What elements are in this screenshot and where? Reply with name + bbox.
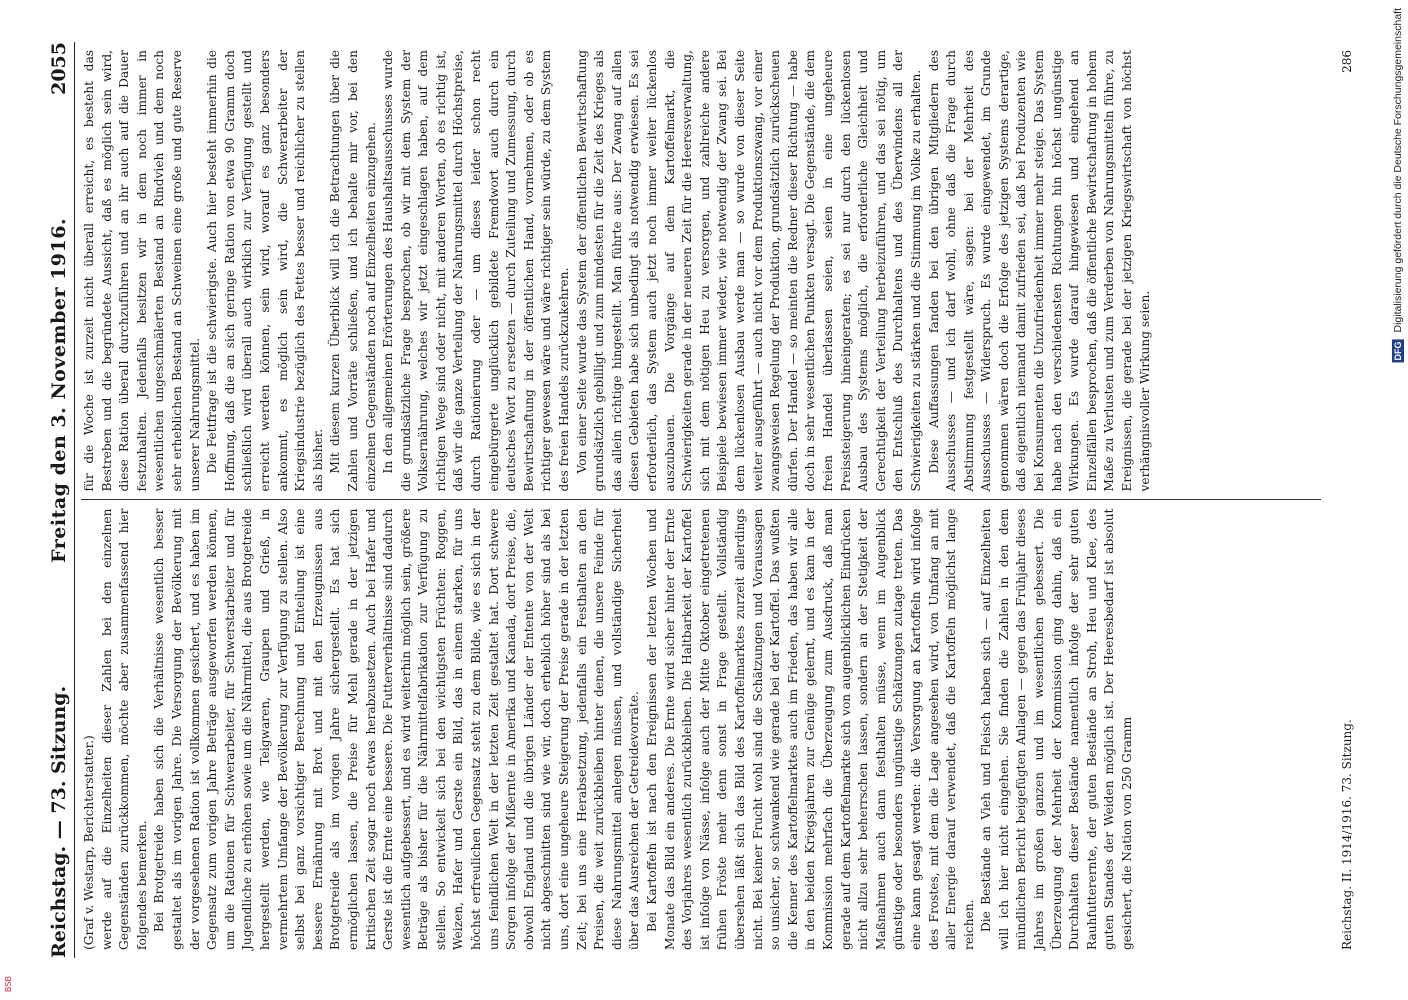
left-paragraph: Bei Kartoffeln ist nach den Ereignissen der letzten Wochen und Monate das Bild ein anderes. Die Ernte wird sicher hinter der Ernte des Vorjahres wesentlich zurückbleiben. Die Haltbarkeit der Kartoffel ist infolge von Nässe, infolge auch der Mitte Oktober eingetretenen frühen Fröste mehr denn sonst in Frage gestellt. Vollständig übersehen läßt sich das Bild des Kartoffelmarktes zurzeit allerdings nicht. Bei keiner Frucht wohl sind die Schätzungen und Voraussagen so unsicher, so schwankend wie gerade bei der Kartoffel. Das wußten die Kenner des Kartoffelmarktes auch im Frieden, das haben wir alle in den beiden Kriegsjahren zur Genüge gelernt, und es kam in der Kommission mehrfach die Überzeugung zum Ausdruck, daß man gerade auf dem Kartoffelmarkte sich von augenblicklichen Eindrücken nicht allzu sehr beherrschen lassen, sondern an der Stetigkeit der Maßnahmen auch dann festhalten müsse, wenn im Augenblick günstige oder besonders ungünstige Schätzungen zutage treten. Das eine kann gesagt werden: die Versorgung an Kartoffeln wird infolge des Frostes, mit dem die Lage angesehen wird, von Umfang an mit aller Energie darauf verwendet, daß die Kartoffeln möglichst lange reichen. — [645, 508, 976, 950]
page-header — [48, 42, 75, 958]
right-paragraph: Von einer Seite wurde das System der öffentlichen Bewirtschaftung grundsätzlich gebilligt und zum mindesten für die Zeit des Krieges als das allein richtige hingestellt. Man führte aus: Der Zwang auf allen diesen Gebieten habe sich unbedingt als notwendig erwiesen. Es sei erforderlich, das System auch jetzt noch immer weiter lückenlos auszubauen. Die Vorgänge auf dem Kartoffelmarkt, die Schwierigkeiten gerade in der neueren Zeit für die Heeresverwaltung, sich mit dem nötigen Heu zu versorgen, und zahlreiche andere Beispiele bewiesen immer wieder, wie notwendig der Zwang sei. Bei dem lückenlosen Ausbau werde man — so wurde von dieser Seite weiter ausgeführt — auch nicht vor dem Produktionszwang, vor einer zwangsweisen Regelung der Produktion, grundsätzlich zurückscheuen dürfen. Der Handel — so meinten die Redner dieser Richtung — habe doch in sehr wesentlichen Punkten versagt. Die Gegenstände, die dem freien Handel überlassen seien, seien in eine ungeheure Preissteigerung hineingeraten; es sei nur durch den lückenlosen Ausbau des Systems möglich, die erforderliche Gleichheit und Gerechtigkeit der Verteilung herbeizuführen, und das sei nötig, um den Entschluß des Durchhaltens und des Überwindens all der Schwierigkeiten zu stärken und die Stimmung im Volke zu erhalten. — [574, 50, 923, 492]
right-paragraph: Mit diesem kurzen Überblick will ich die Betrachtungen über die Zahlen und Vorräte schließen, und ich behalte mir vor, bei den einzelnen Gegenständen noch auf Einzelheiten einzugehen. — [328, 50, 378, 492]
header-date: Freitag den 3. November 1916. — [48, 217, 70, 563]
page-footer — [1340, 50, 1354, 950]
right-paragraph: für die Woche ist zurzeit nicht überall erreicht, es besteht das Bestreben und die begründete Aussicht, daß es möglich sein wird, diese Ration überall durchzuführen und an ihr auch auf die Dauer festzuhalten. Jedenfalls besitzen wir in dem noch immer in wesentlichen ungeschmälerten Bestand an Rindvieh und dem noch sehr erheblichen Bestand an Schweinen eine große und gute Reserve unserer Nahrungsmittel. — [82, 50, 202, 492]
bsb-mark: BSB — [4, 975, 13, 992]
left-paragraph: werde auf die Einzelheiten dieser Zahlen bei den einzelnen Gegenständen zurückkommen, möchte aber zusammenfassend hier folgendes bemerken. — [99, 508, 149, 950]
right-paragraph: Diese Auffassungen fanden bei den übrigen Mitgliedern des Ausschusses — und ich darf wohl, ohne daß die Frage durch Abstimmung festgestellt wäre, sagen: bei der Mehrheit des Ausschusses — Widerspruch. Es wurde eingewendet, im Grunde genommen wären doch die Erfolge des jetzigen Systems derartige, daß eigentlich niemand damit zufrieden sei, daß bei Produzenten wie bei Konsumenten die Unzufriedenheit immer mehr steige. Das System habe nach den verschiedensten Richtungen hin höchst ungünstige Wirkungen. Es wurde darauf hingewiesen und eingehend an Einzelfällen besprochen, daß die öffentliche Bewirtschaftung in hohem Maße zu Verlusten und zum Verderben von Nahrungsmitteln führe, zu Ereignissen, die gerade bei der jetzigen Kriegswirtschaft von höchst verhängnisvoller Wirkung seien. — [926, 50, 1152, 492]
right-column — [81, 42, 1321, 500]
document-page — [34, 20, 1374, 980]
left-column — [81, 500, 1321, 959]
footer-number: 286 — [1340, 50, 1354, 73]
digitization-note — [1392, 8, 1404, 362]
speaker-line: (Graf v. Westarp, Berichterstatter.) — [82, 735, 96, 950]
header-left: Reichstag. — 73. Sitzung. — [48, 685, 70, 958]
dfg-logo: DFG — [1393, 341, 1403, 361]
digitization-text: Digitalisierung gefördert durch die Deutsche Forschungsgemeinschaft — [1392, 8, 1404, 333]
right-paragraph: In den allgemeinen Erörterungen des Haushaltsausschusses wurde die grundsätzliche Frage besprochen, ob wir mit dem System der Volksernährung, welches wir jetzt eingeschlagen haben, auf dem richtigen Wege sind oder nicht, mit anderen Worten, ob es richtig ist, daß wir die ganze Verteilung der Nahrungsmittel durch Höchstpreise, durch Rationierung oder — um dieses leider schon recht eingebürgerte unglücklich gebildete Fremdwort auch durch ein deutsches Wort zu ersetzen — durch Zuteilung und Zumessung, durch Bewirtschaftung in der öffentlichen Hand, vornehmen, oder ob es richtiger gewesen wäre und wäre richtiger sein würde, zu dem System des freien Handels zurückzukehren. — [381, 50, 572, 492]
page-number: 2055 — [48, 42, 70, 95]
text-columns — [81, 42, 1321, 958]
left-paragraph: Die Bestände an Vieh und Fleisch haben sich — auf Einzelheiten will ich hier nicht eingehen. Sie finden die Zahlen in den dem mündlichen Bericht beigefügten Anlagen — gegen das Frühjahr dieses Jahres im großen ganzen und im wesentlichen gebessert. Die Überzeugung der Mehrheit der Kommission ging dahin, daß ein Durchhalten dieser Bestände namentlich infolge der sehr guten Rauhfutterernte, der guten Bestände an Stroh, Heu und Klee, des guten Standes der Weiden möglich ist. Der Heeresbedarf ist absolut gesichert, die Nation von 250 Gramm — [979, 508, 1135, 950]
footer-left: Reichstag. II. 1914/1916. 73. Sitzung. — [1340, 719, 1354, 950]
rotated-page — [34, 20, 1374, 980]
left-paragraph: Bei Brotgetreide haben sich die Verhältnisse wesentlich besser gestaltet als im vorigen Jahre. Die Versorgung der Bevölkerung mit der vorgesehenen Ration ist vollkommen gesichert, und es haben im Gegensatz zum vorigen Jahre Beträge ausgeworfen werden können, um die Rationen für Schwerarbeiter, für Schwerstarbeiter und für Jugendliche zu erhöhen sowie um die Nährmittel, die aus Brotgetreide hergestellt werden, wie Teigwaren, Graupen und Grieß, in vermehrtem Umfange der Bevölkerung zur Verfügung zu stellen. Also selbst bei ganz vorsichtiger Berechnung und Einteilung ist eine bessere Ernährung mit Brot und mit den Erzeugnissen aus Brotgetreide als im vorigen Jahre sichergestellt. Es hat sich ermöglichen lassen, die Preise für Mehl gerade in der jetzigen kritischen Zeit sogar noch etwas herabzusetzen. Auch bei Hafer und Gerste ist die Ernte eine bessere. Die Futterverhältnisse sind dadurch wesentlich aufgebessert, und es wird weiterhin möglich sein, größere Beträge als bisher für die Nährmittelfabrikation zur Verfügung zu stellen. So entwickelt sich bei den wichtigsten Früchten: Roggen, Weizen, Hafer und Gerste ein Bild, das in einem starken, für uns höchst erfreulichen Gegensatz steht zu dem Bilde, wie es sich in der uns feindlichen Welt in der letzten Zeit gestaltet hat. Dort schwere Sorgen infolge der Mißernte in Amerika und Kanada, dort Preise, die, obwohl England und die übrigen Länder der Entente von der Welt nicht abgeschnitten sind wie wir, doch erheblich höher sind als bei uns, dort eine ungeheure Steigerung der Preise gerade in der letzten Zeit; bei uns eine Herabsetzung, jedenfalls ein Festhalten an den Preisen, die weit zurückbleiben hinter denen, die unsere Feinde für diese Nahrungsmittel anlegen müssen, und vollständige Sicherheit über das Ausreichen der Getreidevorräte. — [152, 508, 642, 950]
right-paragraph: Die Fettfrage ist die schwierigste. Auch hier besteht immerhin die Hoffnung, daß die an sich geringe Ration von etwa 90 Gramm doch schließlich wird überall auch wirklich zur Verfügung gestellt und erreicht werden können, sein wird, worauf es ganz besonders ankommt, es möglich sein wird, die Schwerarbeiter der Kriegsindustrie bezüglich des Fettes besser und reichlicher zu stellen als bisher. — [205, 50, 325, 492]
